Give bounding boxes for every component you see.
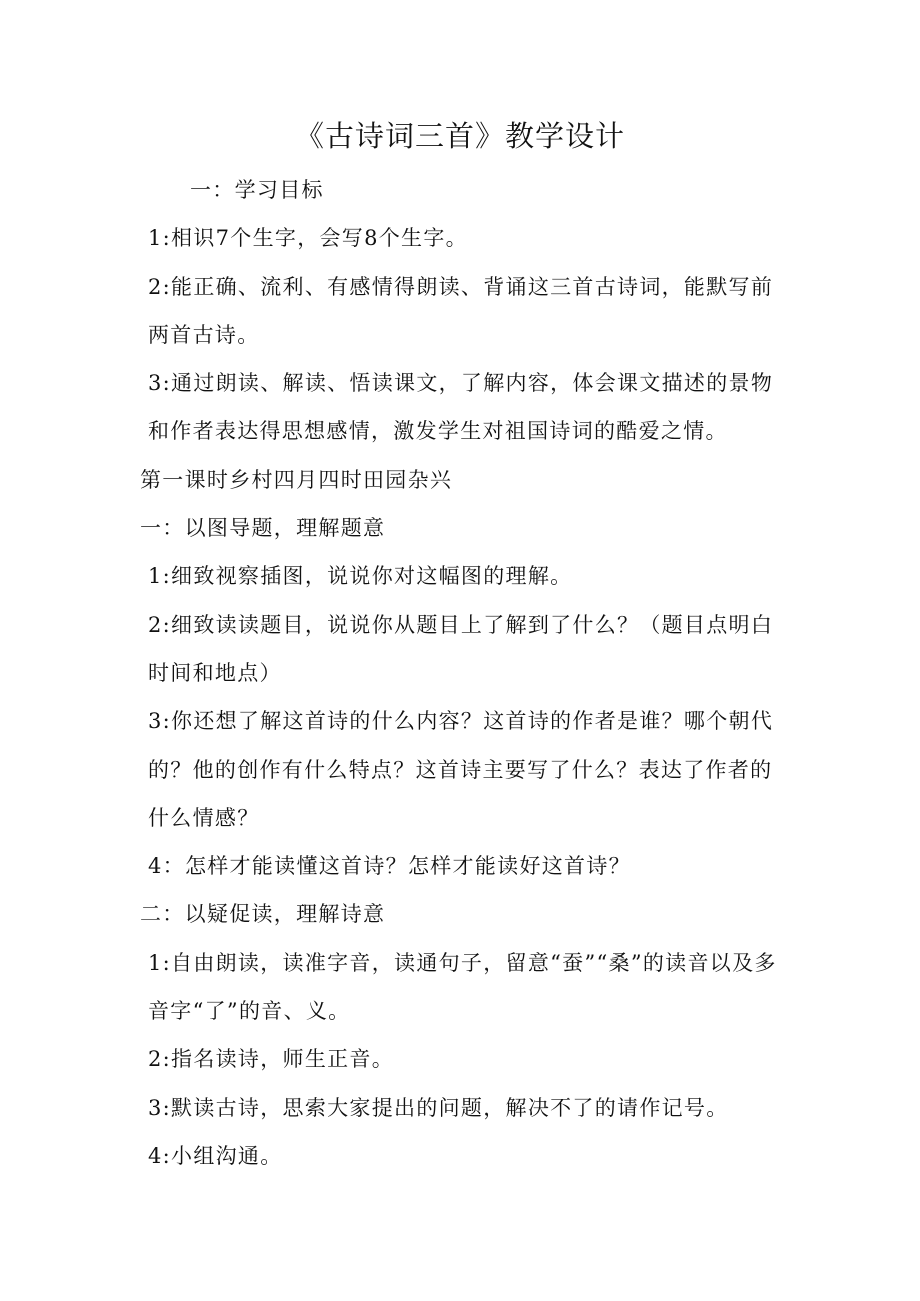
step-item: 3:你还想了解这首诗的什么内容？这首诗的作者是谁？哪个朝代的？他的创作有什么特点？这首诗主要写了什么？表达了作者的什么情感？ xyxy=(148,709,774,830)
lesson-heading: 第一课时乡村四月四时田园杂兴 xyxy=(140,467,453,492)
step-item: 1:自由朗读，读准字音，读通句子，留意“蚕”“桑”的读音以及多音字“了”的音、义。 xyxy=(148,950,777,1024)
step-item: 4:小组沟通。 xyxy=(148,1143,283,1168)
objective-item-3: 3:通过朗读、解读、悟读课文，了解内容，体会课文描述的景物和作者表达得思想感情，激发学生对祖国诗词的酷爱之情。 xyxy=(148,371,774,444)
section-heading-objectives: 一：学习目标 xyxy=(190,178,324,202)
step-item: 2:细致读读题目，说说你从题目上了解到了什么？（题目点明白时间和地点） xyxy=(148,612,774,685)
objective-item-1: 1:相识7个生字，会写8个生字。 xyxy=(148,226,468,251)
step-item: 4：怎样才能读懂这首诗？怎样才能读好这首诗？ xyxy=(148,854,631,879)
document-body xyxy=(140,166,790,1180)
step-item: 1:细致视察插图，说说你对这幅图的理解。 xyxy=(148,564,573,589)
section-heading-1: 一：以图导题，理解题意 xyxy=(140,516,386,541)
step-item: 3:默读古诗，思索大家提出的问题，解决不了的请作记号。 xyxy=(148,1095,729,1120)
section-heading-2: 二：以疑促读，理解诗意 xyxy=(140,902,386,927)
document-title: 《古诗词三首》教学设计 xyxy=(294,119,625,153)
step-item: 2:指名读诗，师生正音。 xyxy=(148,1047,395,1072)
objective-item-2: 2:能正确、流利、有感情得朗读、背诵这三首古诗词，能默写前两首古诗。 xyxy=(148,274,774,347)
